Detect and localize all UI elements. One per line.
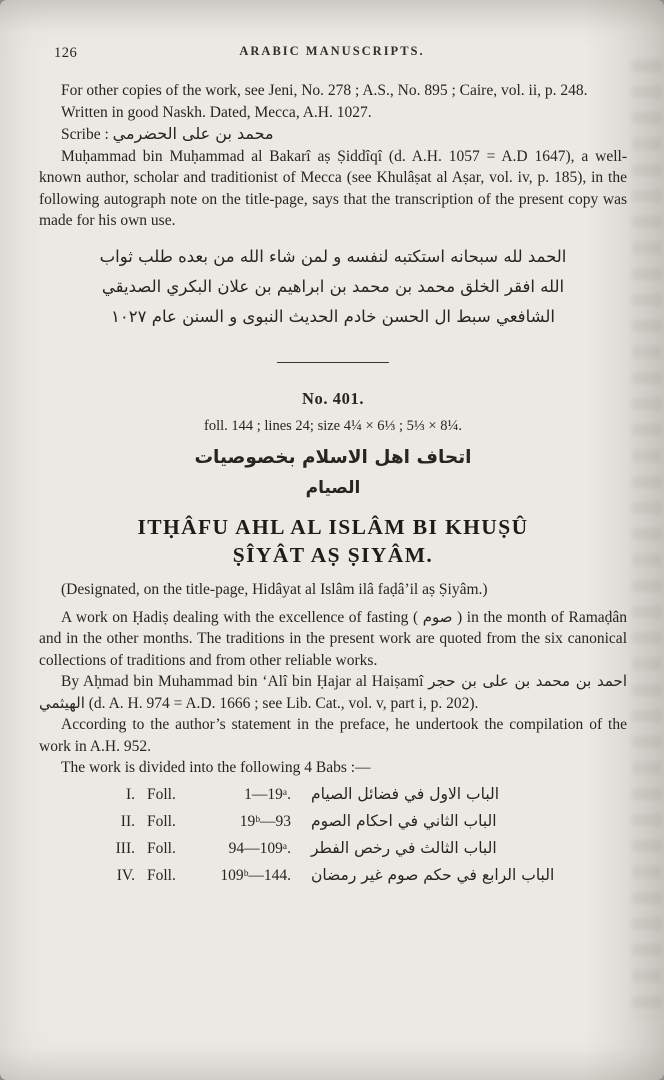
main-title [39, 513, 627, 569]
bab-numeral: I. [125, 785, 135, 803]
bab-folios-label: Foll. [147, 812, 176, 830]
babs-list [95, 781, 627, 889]
section-divider [277, 362, 389, 363]
arabic-title-line-1: اتحاف اهل الاسلام بخصوصيات [194, 447, 472, 468]
bab-title-arabic: الباب الرابع في حكم صوم غير رمضان [311, 865, 555, 884]
collation-line: foll. 144 ; lines 24; size 4¼ × 6⅓ ; 5⅓ × 8¼. [203, 417, 462, 434]
running-title: ARABIC MANUSCRIPTS. [239, 44, 425, 58]
entry-400-continuation [39, 80, 627, 332]
preface-note-paragraph: According to the author’s statement in the preface, he undertook the compilation of the work in A.H. 952. [39, 716, 627, 755]
bab-folios-label: Foll. [147, 839, 176, 857]
paragraph-autograph-note: Muḥammad bin Muḥammad al Bakarî aṣ Ṣiddîqî (d. A.H. 1057 = A.D 1647), a well-known author, scholar and traditionist of Mecca (see Khulâṣat al Aṣar, vol. iv, p. 185), in the following autograph note on the title-page, says that the transcription of the present copy was made for his own use. [39, 147, 627, 229]
autograph-arabic-block [45, 242, 621, 332]
bab-row [95, 835, 627, 862]
entry-number-heading: No. 401. [301, 388, 365, 408]
main-title-line-1: ITḤÂFU AHL AL ISLÂM BI KHUṢÛ [137, 515, 529, 539]
autograph-arabic-line: الشافعي سبط ال الحسن خادم الحديث النبوى و السنن عام ١٠٢٧ [111, 306, 555, 326]
bab-row [95, 781, 627, 808]
designation-note: (Designated, on the title-page, Hidâyat al Islâm ilâ faḍâ’il aṣ Ṣiyâm.) [61, 581, 488, 598]
author-name-arabic: احمد بن محمد بن على بن حجر الهيثمي [39, 672, 628, 712]
bab-folios-label: Foll. [147, 785, 176, 803]
running-head [0, 0, 664, 66]
bab-title-arabic: الباب الثالث في رخص الفطر [311, 838, 497, 857]
bab-numeral: III. [115, 839, 135, 857]
scribe-line [39, 123, 627, 146]
scribe-label: Scribe : [61, 126, 109, 143]
bab-title-arabic: الباب الثاني في احكام الصوم [311, 811, 497, 830]
description-paragraph: A work on Ḥadiṣ dealing with the excellence of fasting ( صوم ) in the month of Ramaḍân and in the other months. The traditions in the present work are quoted from the six canonical collections of traditions and from other reliable works. [39, 607, 628, 669]
autograph-arabic-line: الحمد لله سبحانه استكتبه لنفسه و لمن شاء الله من بعده طلب ثواب [99, 246, 567, 266]
babs-intro-paragraph: The work is divided into the following 4 Babs :— [61, 759, 371, 776]
entry-401 [39, 389, 627, 889]
bab-folio-range: 19ᵇ—93 [239, 812, 291, 830]
bab-folio-range: 1—19ᵃ. [244, 785, 291, 803]
bab-folio-range: 109ᵇ—144. [220, 866, 291, 884]
bab-numeral: II. [120, 812, 135, 830]
page-number: 126 [54, 45, 78, 61]
fasting-term-arabic: صوم [422, 607, 453, 626]
bab-row [95, 808, 627, 835]
scribe-name-arabic: محمد بن على الحضرمي [112, 124, 274, 143]
bab-folio-range: 94—109ᵃ. [228, 839, 291, 857]
author-byline-paragraph: By Aḥmad bin Muhammad bin ‘Alî bin Ḥajar al Haiṣamî احمد بن محمد بن على بن حجر الهيثمي (d. A. H. 974 = A.D. 1666 ; see Lib. Cat., vol. v, part i, p. 202). [39, 672, 628, 712]
paragraph-other-copies: For other copies of the work, see Jeni, No. 278 ; A.S., No. 895 ; Caire, vol. ii, p. 248. [61, 82, 588, 99]
arabic-title-line-2: الصيام [305, 478, 361, 498]
main-title-line-2: ṢÎYÂT AṢ ṢIYÂM. [232, 543, 434, 567]
bab-title-arabic: الباب الاول في فضائل الصيام [311, 784, 500, 803]
bab-row [95, 862, 627, 889]
bab-folios-label: Foll. [147, 866, 176, 884]
autograph-arabic-line: الله افقر الخلق محمد بن محمد بن ابراهيم بن علان البكري الصديقي [101, 276, 565, 296]
page-content [0, 66, 664, 889]
paragraph-written-dated: Written in good Naskh. Dated, Mecca, A.H. 1027. [61, 103, 372, 121]
bab-numeral: IV. [116, 866, 135, 884]
